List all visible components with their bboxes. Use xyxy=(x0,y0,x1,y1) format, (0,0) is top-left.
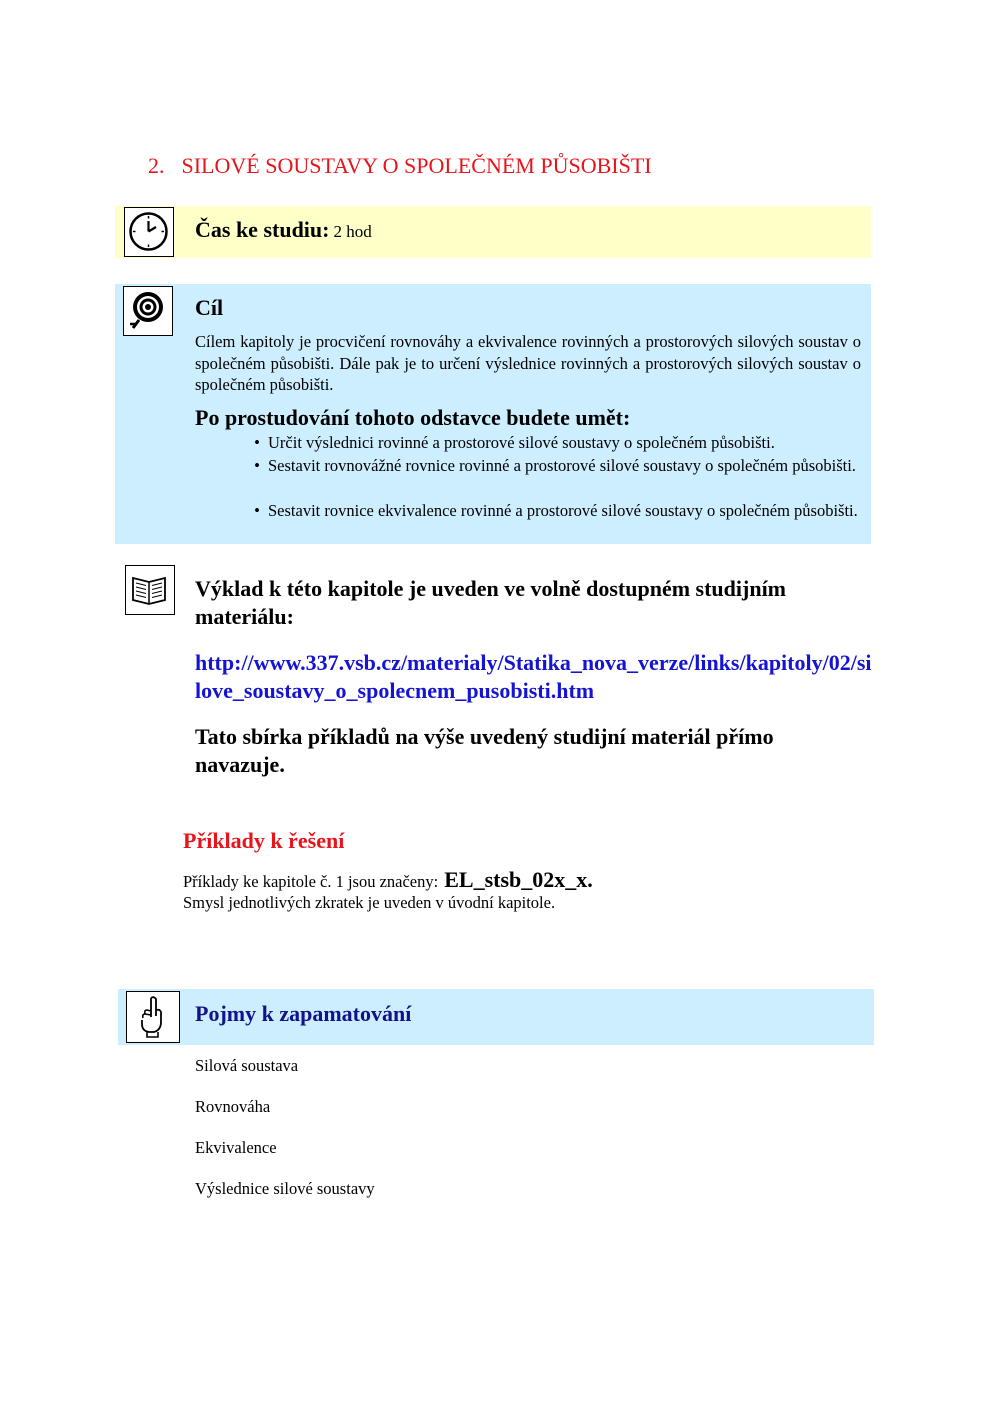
bullet-icon: • xyxy=(254,433,260,452)
pointing-hand-icon xyxy=(126,991,180,1043)
study-time-label xyxy=(195,217,372,243)
examples-code: EL_stsb_02x_x. xyxy=(444,867,593,892)
term-item: Rovnováha xyxy=(195,1097,271,1116)
goal-description: Cílem kapitoly je procvičení rovnováhy a ekvivalence rovinných a prostorových silových soustav o společném působišti. Dále pak je to určení výslednice rovinných a prostorových silových soustav o společném působišti. xyxy=(195,332,861,394)
study-material-note: Tato sbírka příkladů na výše uvedený studijní materiál přímo navazuje. xyxy=(195,724,774,777)
outcome-item xyxy=(246,432,866,455)
study-time-value: 2 hod xyxy=(333,222,372,241)
outcome-text: Sestavit rovnice ekvivalence rovinné a prostorové silové soustavy o společném působišti. xyxy=(268,501,858,520)
clock-icon xyxy=(124,207,174,257)
goal-title: Cíl xyxy=(195,295,224,320)
examples-title: Příklady k řešení xyxy=(183,828,345,853)
book-icon xyxy=(125,565,175,615)
outcomes-title: Po prostudování tohoto odstavce budete umět: xyxy=(195,405,631,430)
examples-description-text: Příklady ke kapitole č. 1 jsou značeny: xyxy=(183,872,439,891)
chapter-number: 2. xyxy=(148,153,165,178)
outcome-text: Sestavit rovnovážné rovnice rovinné a prostorové silové soustavy o společném působišti. xyxy=(268,456,856,475)
term-item: Silová soustava xyxy=(195,1056,299,1075)
examples-note: Smysl jednotlivých zkratek je uveden v úvodní kapitole. xyxy=(183,893,556,912)
chapter-title xyxy=(148,153,652,179)
term-item: Výslednice silové soustavy xyxy=(195,1179,375,1198)
bullet-icon: • xyxy=(254,501,260,520)
terms-title: Pojmy k zapamatování xyxy=(195,1001,412,1026)
bullet-icon: • xyxy=(254,456,260,475)
chapter-title-text: SILOVÉ SOUSTAVY O SPOLEČNÉM PŮSOBIŠTI xyxy=(181,153,652,178)
study-material-heading: Výklad k této kapitole je uveden ve volně dostupném studijním materiálu: xyxy=(195,576,787,629)
outcome-item xyxy=(224,455,861,478)
target-icon xyxy=(123,286,173,336)
outcome-item xyxy=(224,500,861,523)
study-material-link[interactable]: http://www.337.vsb.cz/materialy/Statika_nova_verze/links/kapitoly/02/silove_soustavy_o_spolecnem_pusobisti.htm xyxy=(195,650,872,703)
study-time-label-text: Čas ke studiu: xyxy=(195,217,330,242)
examples-description xyxy=(183,867,593,893)
outcome-text: Určit výslednici rovinné a prostorové silové soustavy o společném působišti. xyxy=(268,433,775,452)
term-item: Ekvivalence xyxy=(195,1138,277,1157)
